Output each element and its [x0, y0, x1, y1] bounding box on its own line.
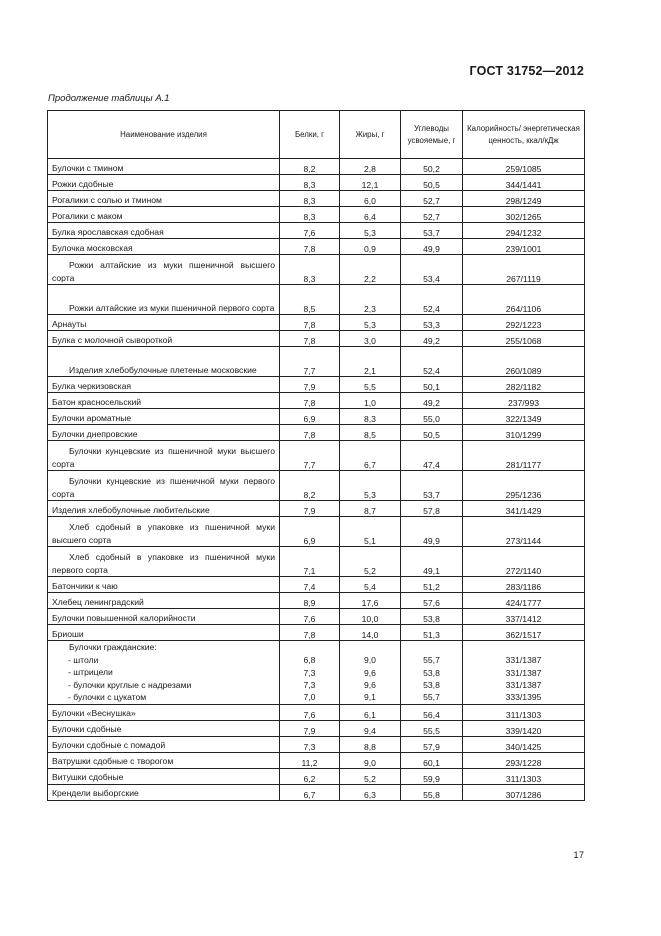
fat-cell: 5,5 [340, 377, 401, 393]
protein-cell: 8,2 [280, 471, 340, 501]
table-row [48, 315, 585, 331]
carbs-cell: 50,5 [401, 175, 463, 191]
protein-cell: 7,8 [280, 393, 340, 409]
table-caption: Продолжение таблицы А.1 [48, 93, 170, 104]
protein-cell: 7,7 [280, 441, 340, 471]
protein-cell: 7,9 [280, 720, 340, 736]
page-number: 17 [573, 850, 584, 861]
table-row [48, 377, 585, 393]
energy-value: 331/1387 [505, 667, 542, 678]
table-row [48, 409, 585, 425]
energy-cell: 311/1303 [463, 768, 585, 784]
product-group-item: - булочки с цукатом [68, 692, 147, 702]
protein-cell: 7,6 [280, 223, 340, 239]
protein-value: 7,0 [303, 692, 316, 703]
table-row [48, 547, 585, 577]
carbs-cell: 47,4 [401, 441, 463, 471]
fat-cell: 3,0 [340, 331, 401, 347]
energy-cell: 239/1001 [463, 239, 585, 255]
product-name-cell: Крендели выборгские [48, 784, 280, 800]
energy-cell [463, 641, 585, 705]
table-row [48, 347, 585, 377]
product-name-cell: Рожки алтайские из муки пшеничной первого сорта [48, 285, 280, 315]
carbs-cell: 55,0 [401, 409, 463, 425]
protein-cell: 8,5 [280, 285, 340, 315]
product-group-item: - булочки круглые с надрезами [68, 679, 192, 690]
energy-cell: 292/1223 [463, 315, 585, 331]
energy-cell: 264/1106 [463, 285, 585, 315]
table-row [48, 593, 585, 609]
product-name-cell: Булочки днепровские [48, 425, 280, 441]
carbs-cell: 53,8 [401, 609, 463, 625]
product-name-cell: Хлеб сдобный в упаковке из пшеничной муки первого сорта [48, 547, 280, 577]
product-name-cell: Рожки сдобные [48, 175, 280, 191]
protein-value: 7,3 [303, 679, 316, 690]
fat-cell: 14,0 [340, 625, 401, 641]
product-name-cell: Булочки кунцевские из пшеничной муки высшего сорта [48, 441, 280, 471]
carbs-cell: 57,6 [401, 593, 463, 609]
product-name-cell: Витушки сдобные [48, 768, 280, 784]
carbs-cell: 49,2 [401, 393, 463, 409]
product-name-cell: Булочки повышенной калорийности [48, 609, 280, 625]
fat-cell: 8,5 [340, 425, 401, 441]
table-row [48, 609, 585, 625]
fat-cell: 5,3 [340, 223, 401, 239]
energy-cell: 294/1232 [463, 223, 585, 239]
protein-cell: 8,3 [280, 175, 340, 191]
product-group-item: - штоли [68, 654, 99, 665]
table-row [48, 285, 585, 315]
carbs-cell: 49,1 [401, 547, 463, 577]
table-row [48, 441, 585, 471]
fat-cell: 6,7 [340, 441, 401, 471]
energy-cell: 340/1425 [463, 736, 585, 752]
protein-cell: 6,9 [280, 409, 340, 425]
fat-cell: 5,1 [340, 517, 401, 547]
carbs-value: 55,7 [423, 655, 440, 666]
carbs-cell: 56,4 [401, 704, 463, 720]
product-name-cell: Булочки с тмином [48, 159, 280, 175]
table-row [48, 191, 585, 207]
fat-cell: 9,4 [340, 720, 401, 736]
fat-cell: 2,1 [340, 347, 401, 377]
protein-value: 7,3 [303, 667, 316, 678]
fat-cell: 8,7 [340, 501, 401, 517]
energy-cell: 282/1182 [463, 377, 585, 393]
fat-cell: 0,9 [340, 239, 401, 255]
carbs-cell: 53,4 [401, 255, 463, 285]
energy-cell: 273/1144 [463, 517, 585, 547]
protein-cell: 7,4 [280, 577, 340, 593]
fat-cell: 2,2 [340, 255, 401, 285]
protein-cell: 7,9 [280, 377, 340, 393]
product-name-cell: Батон красносельский [48, 393, 280, 409]
carbs-cell: 59,9 [401, 768, 463, 784]
energy-cell: 295/1236 [463, 471, 585, 501]
protein-cell: 7,9 [280, 501, 340, 517]
product-name-cell: Бриоши [48, 625, 280, 641]
energy-cell: 255/1068 [463, 331, 585, 347]
product-group-item: - штрицели [68, 667, 113, 677]
carbs-cell: 50,2 [401, 159, 463, 175]
fat-value: 9,6 [364, 667, 376, 678]
fat-cell: 5,2 [340, 768, 401, 784]
carbs-cell: 55,8 [401, 784, 463, 800]
protein-cell: 8,2 [280, 159, 340, 175]
table-row [48, 175, 585, 191]
column-header-energy: Калорийность/ энергетическая ценность, ккал/кДж [463, 111, 585, 159]
carbs-cell: 52,4 [401, 347, 463, 377]
energy-cell: 310/1299 [463, 425, 585, 441]
energy-cell: 322/1349 [463, 409, 585, 425]
carbs-cell: 53,7 [401, 471, 463, 501]
protein-cell: 11,2 [280, 752, 340, 768]
table-row [48, 784, 585, 800]
column-header-protein: Белки, г [280, 111, 340, 159]
protein-cell: 8,3 [280, 207, 340, 223]
energy-value: 331/1387 [505, 655, 542, 666]
protein-cell: 7,8 [280, 315, 340, 331]
carbs-cell: 49,2 [401, 331, 463, 347]
product-name-cell: Булочки сдобные с помадой [48, 736, 280, 752]
product-name-cell: Хлебец ленинградский [48, 593, 280, 609]
protein-cell: 8,3 [280, 255, 340, 285]
carbs-cell: 51,2 [401, 577, 463, 593]
protein-cell: 7,8 [280, 625, 340, 641]
table-row [48, 704, 585, 720]
fat-cell: 8,8 [340, 736, 401, 752]
fat-cell: 10,0 [340, 609, 401, 625]
table-row [48, 239, 585, 255]
fat-cell: 6,1 [340, 704, 401, 720]
energy-cell: 424/1777 [463, 593, 585, 609]
standard-number: ГОСТ 31752—2012 [469, 64, 584, 78]
protein-cell: 8,3 [280, 191, 340, 207]
table-row [48, 425, 585, 441]
energy-cell: 311/1303 [463, 704, 585, 720]
fat-cell: 5,3 [340, 315, 401, 331]
fat-cell: 1,0 [340, 393, 401, 409]
carbs-cell: 60,1 [401, 752, 463, 768]
protein-cell: 7,8 [280, 239, 340, 255]
table-row [48, 625, 585, 641]
energy-cell: 267/1119 [463, 255, 585, 285]
product-group-title: Булочки гражданские: [69, 642, 157, 652]
table-row [48, 223, 585, 239]
carbs-cell: 57,8 [401, 501, 463, 517]
energy-cell: 237/993 [463, 393, 585, 409]
table-row [48, 501, 585, 517]
carbs-value: 53,8 [423, 679, 440, 690]
table-row [48, 577, 585, 593]
carbs-cell: 53,3 [401, 315, 463, 331]
energy-cell: 259/1085 [463, 159, 585, 175]
product-name-cell: Булочки кунцевские из пшеничной муки первого сорта [48, 471, 280, 501]
table-row [48, 752, 585, 768]
protein-cell: 7,8 [280, 331, 340, 347]
product-name-cell: Булочки «Веснушка» [48, 704, 280, 720]
fat-cell: 9,0 [340, 752, 401, 768]
protein-cell: 7,1 [280, 547, 340, 577]
protein-value: 6,8 [303, 655, 316, 666]
energy-cell: 260/1089 [463, 347, 585, 377]
carbs-value: 53,8 [423, 667, 440, 678]
fat-cell: 2,3 [340, 285, 401, 315]
fat-cell [340, 641, 401, 705]
column-header-name: Наименование изделия [48, 111, 280, 159]
carbs-cell: 55,5 [401, 720, 463, 736]
product-name-cell: Ватрушки сдобные с творогом [48, 752, 280, 768]
fat-cell: 5,3 [340, 471, 401, 501]
table-row [48, 768, 585, 784]
table-row [48, 517, 585, 547]
fat-cell: 17,6 [340, 593, 401, 609]
product-name-cell: Рожки алтайские из муки пшеничной высшего сорта [48, 255, 280, 285]
product-name-cell: Изделия хлебобулочные любительские [48, 501, 280, 517]
protein-cell: 6,9 [280, 517, 340, 547]
table-row [48, 207, 585, 223]
table-row [48, 159, 585, 175]
protein-cell: 6,7 [280, 784, 340, 800]
fat-cell: 5,4 [340, 577, 401, 593]
table-row [48, 471, 585, 501]
energy-cell: 339/1420 [463, 720, 585, 736]
energy-cell: 298/1249 [463, 191, 585, 207]
product-name-cell: Булка ярославская сдобная [48, 223, 280, 239]
protein-cell: 7,7 [280, 347, 340, 377]
fat-value: 9,0 [364, 655, 376, 666]
fat-cell: 8,3 [340, 409, 401, 425]
table-row [48, 736, 585, 752]
table-body [48, 159, 585, 801]
product-name-cell: Арнауты [48, 315, 280, 331]
energy-cell: 307/1286 [463, 784, 585, 800]
protein-cell [280, 641, 340, 705]
table-row [48, 331, 585, 347]
carbs-cell: 52,7 [401, 207, 463, 223]
table-row-group [48, 641, 585, 705]
product-name-cell: Рогалики с солью и тмином [48, 191, 280, 207]
carbs-cell: 50,1 [401, 377, 463, 393]
carbs-cell: 50,5 [401, 425, 463, 441]
energy-cell: 337/1412 [463, 609, 585, 625]
energy-value: 333/1395 [505, 692, 542, 703]
product-group-cell [48, 641, 280, 705]
product-name-cell: Булочки сдобные [48, 720, 280, 736]
energy-cell: 344/1441 [463, 175, 585, 191]
fat-cell: 6,3 [340, 784, 401, 800]
table-row [48, 255, 585, 285]
product-name-cell: Булочки ароматные [48, 409, 280, 425]
protein-cell: 7,6 [280, 609, 340, 625]
fat-cell: 12,1 [340, 175, 401, 191]
energy-cell: 281/1177 [463, 441, 585, 471]
energy-cell: 302/1265 [463, 207, 585, 223]
carbs-value: 55,7 [423, 692, 440, 703]
energy-cell: 283/1186 [463, 577, 585, 593]
protein-cell: 8,9 [280, 593, 340, 609]
product-name-cell: Хлеб сдобный в упаковке из пшеничной муки высшего сорта [48, 517, 280, 547]
carbs-cell: 52,7 [401, 191, 463, 207]
carbs-cell: 53,7 [401, 223, 463, 239]
energy-cell: 362/1517 [463, 625, 585, 641]
energy-cell: 293/1228 [463, 752, 585, 768]
product-name-cell: Рогалики с маком [48, 207, 280, 223]
carbs-cell: 52,4 [401, 285, 463, 315]
energy-cell: 341/1429 [463, 501, 585, 517]
energy-value: 331/1387 [505, 679, 542, 690]
fat-value: 9,1 [364, 692, 376, 703]
nutrition-table [47, 110, 585, 801]
fat-cell: 6,4 [340, 207, 401, 223]
carbs-cell: 57,9 [401, 736, 463, 752]
fat-cell: 2,8 [340, 159, 401, 175]
table-row [48, 720, 585, 736]
column-header-fat: Жиры, г [340, 111, 401, 159]
product-name-cell: Булочка московская [48, 239, 280, 255]
protein-cell: 6,2 [280, 768, 340, 784]
product-name-cell: Булка черкизовская [48, 377, 280, 393]
column-header-carbs: Углеводы усвояемые, г [401, 111, 463, 159]
protein-cell: 7,6 [280, 704, 340, 720]
fat-value: 9,6 [364, 679, 376, 690]
fat-cell: 5,2 [340, 547, 401, 577]
table-header-row [48, 111, 585, 159]
fat-cell: 6,0 [340, 191, 401, 207]
carbs-cell [401, 641, 463, 705]
table-row [48, 393, 585, 409]
carbs-cell: 51,3 [401, 625, 463, 641]
product-name-cell: Изделия хлебобулочные плетеные московские [48, 347, 280, 377]
carbs-cell: 49,9 [401, 517, 463, 547]
energy-cell: 272/1140 [463, 547, 585, 577]
protein-cell: 7,8 [280, 425, 340, 441]
carbs-cell: 49,9 [401, 239, 463, 255]
product-name-cell: Батончики к чаю [48, 577, 280, 593]
product-name-cell: Булка с молочной сывороткой [48, 331, 280, 347]
protein-cell: 7,3 [280, 736, 340, 752]
